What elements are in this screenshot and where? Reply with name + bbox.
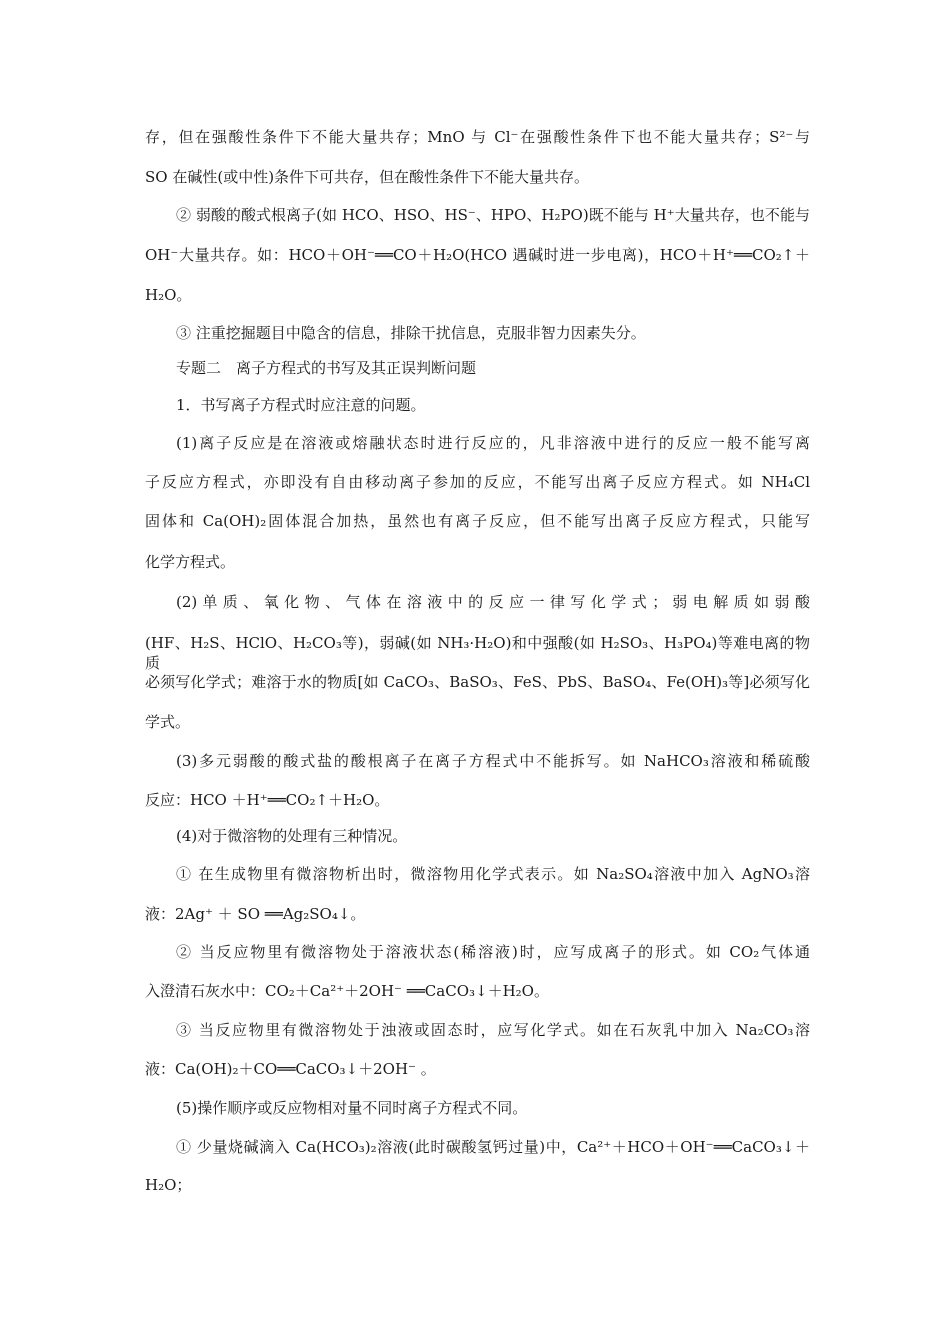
- text-line: SO 在碱性(或中性)条件下可共存，但在酸性条件下不能大量共存。: [145, 168, 590, 186]
- text-line: 学式。: [145, 713, 191, 731]
- text-line: 液：2Ag⁺ ＋ SO ══Ag₂SO₄↓。: [145, 905, 366, 923]
- section-heading: 专题二 离子方程式的书写及其正误判断问题: [176, 359, 477, 377]
- text-line: (3)多元弱酸的酸式盐的酸根离子在离子方程式中不能拆写。如 NaHCO₃溶液和稀硫酸: [176, 752, 810, 770]
- text-line: ② 当反应物里有微溶物处于溶液状态(稀溶液)时，应写成离子的形式。如 CO₂气体通: [176, 943, 810, 961]
- text-line: OH⁻大量共存。如：HCO＋OH⁻══CO＋H₂O(HCO 遇碱时进一步电离)，HCO＋H⁺══CO₂↑＋: [145, 246, 810, 264]
- text-line: 固体和 Ca(OH)₂固体混合加热，虽然也有离子反应，但不能写出离子反应方程式，只能写: [145, 512, 810, 530]
- text-line: 子反应方程式，亦即没有自由移动离子参加的反应，不能写出离子反应方程式。如 NH₄Cl: [145, 473, 810, 491]
- text-line: 存，但在强酸性条件下不能大量共存；MnO 与 Cl⁻在强酸性条件下也不能大量共存；S²⁻与: [145, 128, 810, 146]
- text-line: 液：Ca(OH)₂＋CO══CaCO₃↓＋2OH⁻ 。: [145, 1060, 436, 1078]
- text-line: 反应：HCO ＋H⁺══CO₂↑＋H₂O。: [145, 791, 390, 809]
- text-line: (1)离子反应是在溶液或熔融状态时进行反应的，凡非溶液中进行的反应一般不能写离: [176, 434, 810, 452]
- text-line: ③ 当反应物里有微溶物处于浊液或固态时，应写化学式。如在石灰乳中加入 Na₂CO₃溶: [176, 1021, 810, 1039]
- text-line: (HF、H₂S、HClO、H₂CO₃等)，弱碱(如 NH₃·H₂O)和中强酸(如 H₂SO₃、H₃PO₄)等难电离的物质: [145, 634, 810, 672]
- text-line: H₂O。: [145, 286, 192, 304]
- text-line: 必须写化学式；难溶于水的物质[如 CaCO₃、BaSO₃、FeS、PbS、BaSO₄、Fe(OH)₃等]必须写化: [145, 673, 810, 691]
- text-line: ③ 注重挖掘题目中隐含的信息，排除干扰信息，克服非智力因素失分。: [176, 324, 646, 342]
- text-line: (5)操作顺序或反应物相对量不同时离子方程式不同。: [176, 1099, 528, 1117]
- text-line: ① 少量烧碱滴入 Ca(HCO₃)₂溶液(此时碳酸氢钙过量)中，Ca²⁺＋HCO＋OH⁻══CaCO₃↓＋: [176, 1138, 810, 1156]
- text-line: 化学方程式。: [145, 553, 236, 571]
- subsection-heading: 1．书写离子方程式时应注意的问题。: [176, 396, 426, 414]
- text-line: ② 弱酸的酸式根离子(如 HCO、HSO、HS⁻、HPO、H₂PO)既不能与 H⁺大量共存，也不能与: [176, 206, 810, 224]
- text-line: (4)对于微溶物的处理有三种情况。: [176, 827, 408, 845]
- text-line: (2) 单 质 、 氧 化 物 、 气 体 在 溶 液 中 的 反 应 一 律 写 化 学 式 ； 弱 电 解 质 如 弱 酸: [176, 593, 810, 611]
- text-line: ① 在生成物里有微溶物析出时，微溶物用化学式表示。如 Na₂SO₄溶液中加入 AgNO₃溶: [176, 865, 810, 883]
- text-line: 入澄清石灰水中：CO₂＋Ca²⁺＋2OH⁻ ══CaCO₃↓＋H₂O。: [145, 982, 549, 1000]
- text-line: H₂O；: [145, 1176, 192, 1194]
